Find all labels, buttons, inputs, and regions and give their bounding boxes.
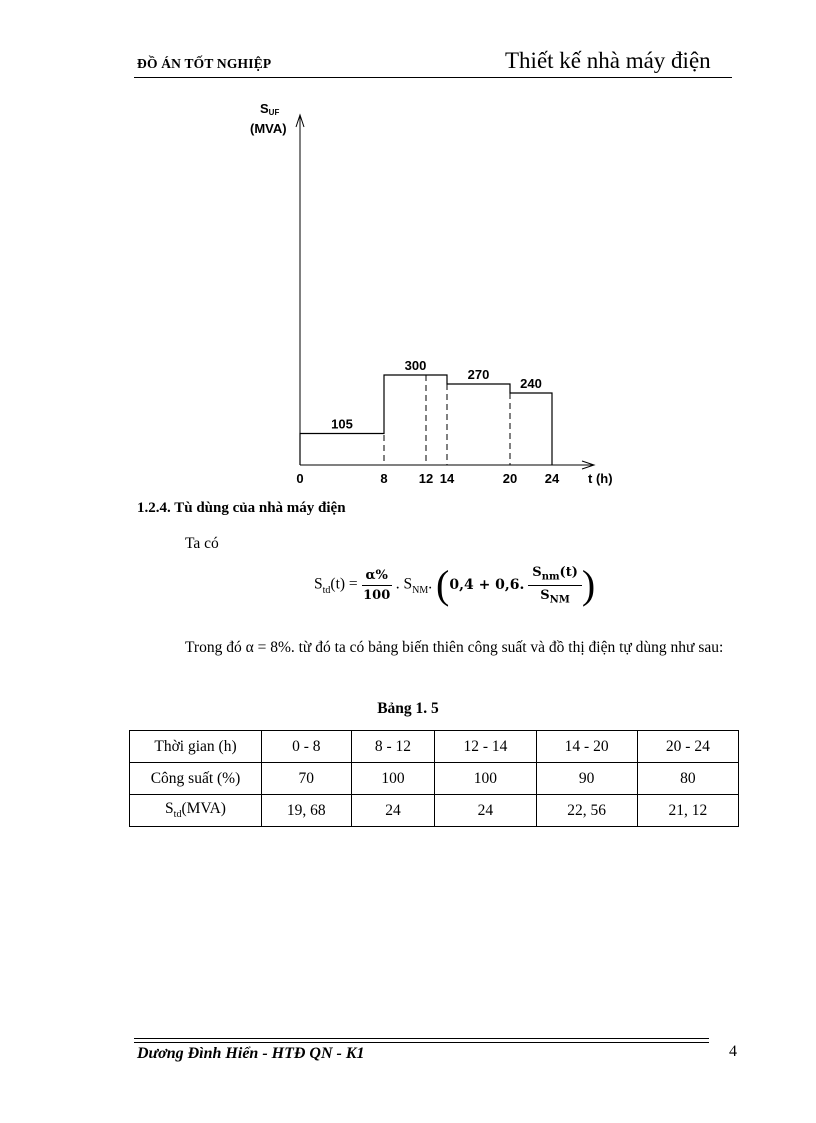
segment-value-label: 270 <box>467 367 490 382</box>
formula-frac1-num: α% <box>362 568 392 586</box>
formula-mid-sub: NM <box>412 584 429 596</box>
header-left-title: ĐỒ ÁN TỐT NGHIỆP <box>137 56 272 71</box>
table-cell: 80 <box>637 763 738 795</box>
formula-right-paren: ) <box>581 562 596 608</box>
header-rule <box>134 77 732 78</box>
table-cell: 24 <box>351 795 435 827</box>
footer-rule <box>134 1038 709 1039</box>
x-tick-label: 12 <box>418 471 434 486</box>
header-right-title: Thiết kế nhà máy điện <box>505 48 711 73</box>
table-row <box>130 763 739 795</box>
table-cell: 21, 12 <box>637 795 738 827</box>
page-number: 4 <box>729 1043 737 1060</box>
row-header: Thời gian (h) <box>130 731 262 763</box>
x-axis-label: t (h) <box>588 471 613 486</box>
y-axis-unit: (MVA) <box>250 121 287 136</box>
table-cell: 20 - 24 <box>637 731 738 763</box>
table-cell: 8 - 12 <box>351 731 435 763</box>
table-cell: 22, 56 <box>536 795 637 827</box>
formula-frac2-num-s: S <box>532 565 542 580</box>
row-header-sub: td <box>173 809 182 821</box>
formula-fraction-alpha <box>362 568 392 603</box>
y-axis-label: SUF <box>260 101 280 117</box>
formula-frac2-num-sub: nm <box>541 571 560 583</box>
table-cell: 100 <box>435 763 536 795</box>
load-step-chart <box>230 95 630 495</box>
intro-text: Ta có <box>185 535 219 552</box>
formula-frac2-den-s: S <box>540 587 550 603</box>
formula-mid-tail: . <box>428 575 433 593</box>
power-table <box>129 730 739 827</box>
formula-frac2-den-sub: NM <box>549 594 570 606</box>
formula-frac2-num-tail: (t) <box>559 565 578 580</box>
table-cell: 70 <box>262 763 352 795</box>
formula-inner: 0,4 + 0,6. <box>449 577 525 594</box>
formula-lhs-sub: td <box>322 584 331 596</box>
formula-mid: . S <box>395 575 413 593</box>
formula <box>314 562 596 608</box>
table-row <box>130 795 739 827</box>
row-header-main: S <box>165 800 174 818</box>
row-header <box>130 795 262 827</box>
table-cell: 0 - 8 <box>262 731 352 763</box>
formula-fraction-power <box>528 565 582 605</box>
x-tick-label: 24 <box>544 471 560 486</box>
formula-lhs-tail: (t) = <box>330 575 362 593</box>
table-cell: 14 - 20 <box>536 731 637 763</box>
table-row <box>130 731 739 763</box>
formula-lhs: S <box>314 575 323 593</box>
formula-left-paren: ( <box>436 562 450 608</box>
table-cell: 19, 68 <box>262 795 352 827</box>
footer-rule-thin <box>134 1042 709 1043</box>
x-tick-label: 20 <box>502 471 518 486</box>
body-paragraph: Trong đó α = 8%. từ đó ta có bảng biến thiên công suất và đồ thị điện tự dùng như sau: <box>185 639 724 656</box>
segment-value-label: 105 <box>331 416 353 432</box>
table-caption: Bảng 1. 5 <box>377 700 439 717</box>
row-header: Công suất (%) <box>130 763 262 795</box>
formula-frac2-den <box>528 586 582 606</box>
table-cell: 100 <box>351 763 435 795</box>
table-cell: 24 <box>435 795 536 827</box>
x-tick-label: 0 <box>296 471 304 486</box>
segment-value-label: 240 <box>520 376 542 391</box>
formula-frac1-den: 100 <box>363 587 391 603</box>
table-cell: 90 <box>536 763 637 795</box>
formula-frac2-num <box>528 565 582 586</box>
segment-value-label: 300 <box>404 358 427 373</box>
table-cell: 12 - 14 <box>435 731 536 763</box>
footer-author: Dương Đình Hiển - HTĐ QN - K1 <box>137 1045 365 1062</box>
x-tick-label: 8 <box>380 471 388 486</box>
x-tick-label: 14 <box>439 471 455 486</box>
section-title: 1.2.4. Tù dùng của nhà máy điện <box>137 500 346 516</box>
row-header-tail: (MVA) <box>181 800 226 818</box>
